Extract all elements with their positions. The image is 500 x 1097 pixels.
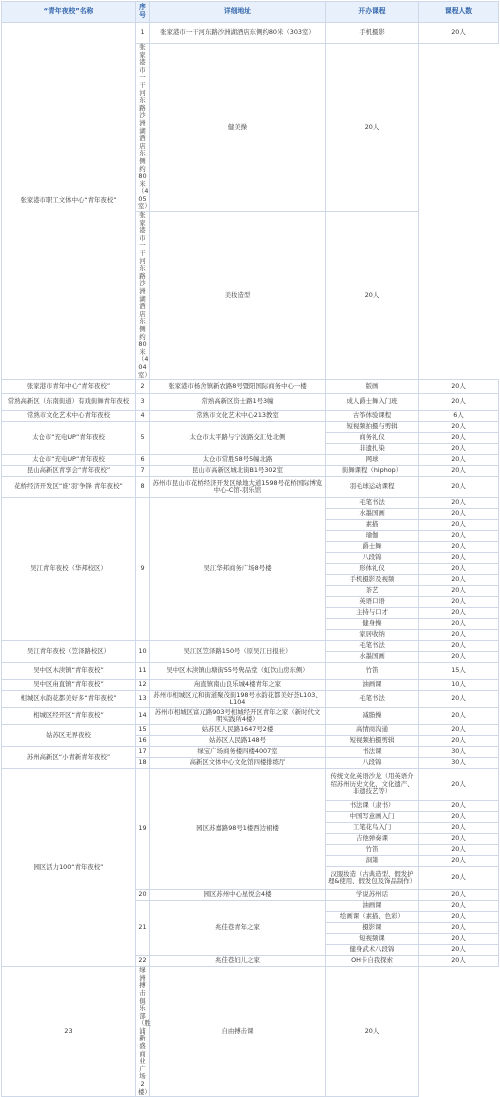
seq-cell: 15 xyxy=(136,725,150,736)
class-size-cell: 20人 xyxy=(419,542,499,553)
course-cell: 英语口语 xyxy=(326,597,419,608)
table-row xyxy=(2,641,499,652)
school-name-cell: 花桥经济开发区“谁‘羽’争锋 青年夜校” xyxy=(2,477,136,498)
seq-cell: 11 xyxy=(136,663,150,680)
course-cell: 毛笔书法 xyxy=(326,498,419,509)
class-size-cell: 20人 xyxy=(419,901,499,912)
seq-cell: 17 xyxy=(136,747,150,758)
class-size-cell: 30人 xyxy=(419,758,499,769)
class-size-cell: 20人 xyxy=(419,867,499,890)
class-size-cell: 20人 xyxy=(419,934,499,945)
class-size-cell: 20人 xyxy=(326,967,419,1097)
address-cell: 太仓市太平路与宁波路交汇处北侧 xyxy=(150,422,326,455)
course-cell: 绘画课（素描、色彩） xyxy=(326,912,419,923)
class-size-cell: 20人 xyxy=(419,812,499,823)
seq-cell: 16 xyxy=(136,736,150,747)
course-cell: 成人爵士舞入门班 xyxy=(326,394,419,411)
class-size-cell: 20人 xyxy=(419,553,499,564)
address-cell: 吴江华邦商务广场8号楼 xyxy=(150,498,326,641)
course-cell: 健美操 xyxy=(150,44,326,212)
course-cell: 美妆造型 xyxy=(150,212,326,380)
class-size-cell: 20人 xyxy=(419,923,499,934)
class-size-cell: 20人 xyxy=(419,641,499,652)
address-cell: 张家港市一干河东路沙洲湖酒店东侧约80米（404室） xyxy=(136,212,150,380)
table-header-row xyxy=(2,2,499,23)
seq-cell: 4 xyxy=(136,411,150,422)
table-row xyxy=(2,663,499,680)
table-row xyxy=(2,680,499,691)
class-size-cell: 20人 xyxy=(419,845,499,856)
class-size-cell: 20人 xyxy=(419,725,499,736)
class-size-cell: 20人 xyxy=(419,564,499,575)
school-name-cell: 苏州高新区“小青新青年夜校” xyxy=(2,747,136,769)
seq-cell: 21 xyxy=(136,901,150,956)
school-name-cell: 太仓市“充电UP”青年夜校 xyxy=(2,455,136,466)
course-cell: 中国写意画入门 xyxy=(326,812,419,823)
class-size-cell: 20人 xyxy=(419,769,499,801)
seq-cell: 8 xyxy=(136,477,150,498)
class-size-cell: 20人 xyxy=(419,433,499,444)
school-name-cell: 吴江青年夜校（笠泽路校区） xyxy=(2,641,136,663)
course-cell: 摄影课 xyxy=(326,923,419,934)
class-size-cell: 6人 xyxy=(419,411,499,422)
course-cell: 八段锦 xyxy=(326,758,419,769)
course-cell: 手机摄影及视频 xyxy=(326,575,419,586)
header-size: 课程人数 xyxy=(419,2,499,23)
seq-cell: 23 xyxy=(2,967,136,1097)
school-name-cell: 园区活力100“青年夜校” xyxy=(2,769,136,967)
address-cell: 绿洲搏击俱乐部（胜浦新盛商业广场2楼） xyxy=(136,967,150,1097)
table-row xyxy=(2,380,499,394)
class-size-cell: 20人 xyxy=(419,736,499,747)
course-cell: 瑜伽 xyxy=(326,531,419,542)
course-cell: 汉服妆造（古典造型、假发护理&使用、假发包及饰品制作） xyxy=(326,867,419,890)
header-seq: 序号 xyxy=(136,2,150,23)
header-address: 详细地址 xyxy=(150,2,326,23)
course-cell: 非遗扎染 xyxy=(326,444,419,455)
seq-cell: 6 xyxy=(136,455,150,466)
class-size-cell: 20人 xyxy=(419,597,499,608)
table-row xyxy=(2,708,499,725)
course-cell: 洞箫 xyxy=(326,856,419,867)
class-size-cell: 20人 xyxy=(419,498,499,509)
class-size-cell: 20人 xyxy=(419,608,499,619)
address-cell: 园区苏州中心星悦会4楼 xyxy=(150,890,326,901)
school-name-cell: 昆山高新区青享会“青年夜校” xyxy=(2,466,136,477)
class-size-cell: 20人 xyxy=(419,823,499,834)
address-cell: 苏州市相城区富元路903号相城经开区青年之家（新时代文明实践所4楼） xyxy=(150,708,326,725)
class-size-cell: 20人 xyxy=(419,444,499,455)
seq-cell: 2 xyxy=(136,380,150,394)
address-cell: 常熟高新区资士路1号3幢 xyxy=(150,394,326,411)
seq-cell: 5 xyxy=(136,422,150,455)
class-size-cell: 20人 xyxy=(419,619,499,630)
class-size-cell: 20人 xyxy=(419,945,499,956)
seq-cell: 10 xyxy=(136,641,150,663)
course-cell: 工笔花鸟入门 xyxy=(326,823,419,834)
course-cell: 街舞课程（hiphop） xyxy=(326,466,419,477)
course-cell: 自由搏击课 xyxy=(150,967,326,1097)
course-cell: 短视频拍摄剪辑 xyxy=(326,736,419,747)
address-cell: 姑苏区人民路148号 xyxy=(150,736,326,747)
class-size-cell: 20人 xyxy=(419,956,499,967)
class-size-cell: 20人 xyxy=(419,531,499,542)
course-cell: 古筝体验课程 xyxy=(326,411,419,422)
seq-cell: 9 xyxy=(136,498,150,641)
course-cell: 健身武术八段锦 xyxy=(326,945,419,956)
seq-cell: 18 xyxy=(136,758,150,769)
seq-cell: 12 xyxy=(136,680,150,691)
seq-cell: 14 xyxy=(136,708,150,725)
header-name: “青年夜校”名称 xyxy=(2,2,136,23)
class-size-cell: 20人 xyxy=(419,912,499,923)
course-cell: 毛笔书法 xyxy=(326,641,419,652)
table-row xyxy=(2,747,499,758)
address-cell: 张家港市一干河东路沙洲湖酒店东侧约80米（405室） xyxy=(136,44,150,212)
course-cell: 水墨国画 xyxy=(326,509,419,520)
seq-cell: 20 xyxy=(136,890,150,901)
table-row xyxy=(2,769,499,801)
course-cell: 八段锦 xyxy=(326,553,419,564)
school-name-cell: 吴中区甪直镇“青年夜校” xyxy=(2,680,136,691)
class-size-cell: 30人 xyxy=(419,747,499,758)
class-size-cell: 10人 xyxy=(419,680,499,691)
course-cell: 爵士舞 xyxy=(326,542,419,553)
class-size-cell: 20人 xyxy=(419,380,499,394)
address-cell: 张家港市杨舍镇新农路8号暨阳国际商务中心一楼 xyxy=(150,380,326,394)
course-cell: 毛笔书法 xyxy=(326,691,419,708)
table-row xyxy=(2,725,499,736)
address-cell: 高新区文体中心文化馆四楼排练厅 xyxy=(150,758,326,769)
class-size-cell: 20人 xyxy=(419,394,499,411)
school-name-cell: 张家港市青年中心“青年夜校” xyxy=(2,380,136,394)
address-cell: 吴江区笠泽路150号（原吴江日报社） xyxy=(150,641,326,663)
seq-cell: 19 xyxy=(136,769,150,890)
table-row xyxy=(2,411,499,422)
course-cell: 竹笛 xyxy=(326,845,419,856)
class-size-cell: 20人 xyxy=(419,801,499,812)
school-name-cell: 相城区经开区“青年夜校” xyxy=(2,708,136,725)
address-cell: 吴中区木渎镇山塘街55号隽品堂（虹饮山房东侧） xyxy=(150,663,326,680)
class-size-cell: 20人 xyxy=(419,834,499,845)
school-name-cell: 吴江青年夜校（华邦校区） xyxy=(2,498,136,641)
course-cell: 高情商沟通 xyxy=(326,725,419,736)
class-size-cell: 20人 xyxy=(419,691,499,708)
table-row xyxy=(2,477,499,498)
course-cell: 网球 xyxy=(326,455,419,466)
class-size-cell: 20人 xyxy=(419,630,499,641)
table-row xyxy=(2,691,499,708)
class-size-cell: 20人 xyxy=(419,477,499,498)
school-name-cell: 张家港市职工文体中心“青年夜校” xyxy=(2,23,136,380)
course-cell: 书法课（隶书） xyxy=(326,801,419,812)
table-row xyxy=(2,394,499,411)
address-cell: 昆山市高新区城北街B1号302室 xyxy=(150,466,326,477)
school-name-cell: 常熟市文化艺术中心青年夜校 xyxy=(2,411,136,422)
school-name-cell: 吴中区木渎镇“青年夜校” xyxy=(2,663,136,680)
address-cell: 张家港市一干河东路沙洲湖酒店东侧约80米（303室） xyxy=(150,23,326,44)
address-cell: 兆佳巷妇儿之家 xyxy=(150,956,326,967)
class-size-cell: 20人 xyxy=(419,856,499,867)
class-size-cell: 20人 xyxy=(326,44,419,212)
course-cell: 羽毛球运动课程 xyxy=(326,477,419,498)
class-size-cell: 20人 xyxy=(419,520,499,531)
table-body xyxy=(2,23,499,1097)
address-cell: 太仓市常胜58号5幢北路 xyxy=(150,455,326,466)
address-cell: 常熟市文化艺术中心213教室 xyxy=(150,411,326,422)
class-size-cell: 20人 xyxy=(419,652,499,663)
course-cell: 油画课 xyxy=(326,680,419,691)
seq-cell: 7 xyxy=(136,466,150,477)
course-cell: 减脂操 xyxy=(326,708,419,725)
class-size-cell: 20人 xyxy=(419,575,499,586)
evening-school-table xyxy=(1,1,499,1097)
class-size-cell: 20人 xyxy=(419,890,499,901)
course-cell: 吉他弹奏课 xyxy=(326,834,419,845)
school-name-cell: 太仓市“充电UP”青年夜校 xyxy=(2,422,136,455)
course-cell: 形体礼仪 xyxy=(326,564,419,575)
course-cell: 短视频课 xyxy=(326,934,419,945)
class-size-cell: 20人 xyxy=(419,23,499,44)
course-cell: OH卡自我探索 xyxy=(326,956,419,967)
course-cell: 手机摄影 xyxy=(326,23,419,44)
table-row xyxy=(2,498,499,509)
class-size-cell: 15人 xyxy=(419,663,499,680)
address-cell: 姑苏区人民路1647号2楼 xyxy=(150,725,326,736)
course-cell: 健身操 xyxy=(326,619,419,630)
table-row xyxy=(2,466,499,477)
class-size-cell: 20人 xyxy=(419,586,499,597)
seq-cell: 3 xyxy=(136,394,150,411)
course-cell: 油画课 xyxy=(326,901,419,912)
table-row xyxy=(2,23,499,44)
class-size-cell: 20人 xyxy=(419,708,499,725)
seq-cell: 13 xyxy=(136,691,150,708)
seq-cell: 1 xyxy=(136,23,150,44)
table-row xyxy=(2,967,499,1097)
course-cell: 书法课 xyxy=(326,747,419,758)
seq-cell: 22 xyxy=(136,956,150,967)
address-cell: 苏州市昆山市花桥经济开发区绿地大道1598号花桥国际博览中心-C馆-羽乐馆 xyxy=(150,477,326,498)
class-size-cell: 20人 xyxy=(419,509,499,520)
course-cell: 版画 xyxy=(326,380,419,394)
course-cell: 学说苏州话 xyxy=(326,890,419,901)
address-cell: 苏州市相城区元和街道聚茂街198号水韵花都美好荟L103、L104 xyxy=(150,691,326,708)
course-cell: 水墨国画 xyxy=(326,652,419,663)
address-cell: 绿宝广场商务楼四楼4007室 xyxy=(150,747,326,758)
course-cell: 竹笛 xyxy=(326,663,419,680)
school-name-cell: 相城区水韵花都美好多“青年夜校” xyxy=(2,691,136,708)
class-size-cell: 20人 xyxy=(326,212,419,380)
class-size-cell: 20人 xyxy=(419,455,499,466)
table-row xyxy=(2,422,499,433)
course-cell: 素描 xyxy=(326,520,419,531)
class-size-cell: 20人 xyxy=(419,466,499,477)
class-size-cell: 20人 xyxy=(419,422,499,433)
header-course: 开办课程 xyxy=(326,2,419,23)
course-cell: 商务礼仪 xyxy=(326,433,419,444)
course-cell: 茶艺 xyxy=(326,586,419,597)
address-cell: 甪直镇南山良乐城4楼青年之家 xyxy=(150,680,326,691)
school-name-cell: 姑苏区无界夜校 xyxy=(2,725,136,747)
course-cell: 家居收纳 xyxy=(326,630,419,641)
address-cell: 兆佳巷青年之家 xyxy=(150,901,326,956)
school-name-cell: 常熟高新区（东南街道）有戏街舞青年夜校 xyxy=(2,394,136,411)
course-cell: 主持与口才 xyxy=(326,608,419,619)
address-cell: 园区苏嘉路98号1楼西边裙楼 xyxy=(150,769,326,890)
table-row xyxy=(2,455,499,466)
course-cell: 传统文化英语沙龙（用英语介绍苏州历史文化、文化遗产、非遗技艺等） xyxy=(326,769,419,801)
course-cell: 短视频拍摄与剪辑 xyxy=(326,422,419,433)
